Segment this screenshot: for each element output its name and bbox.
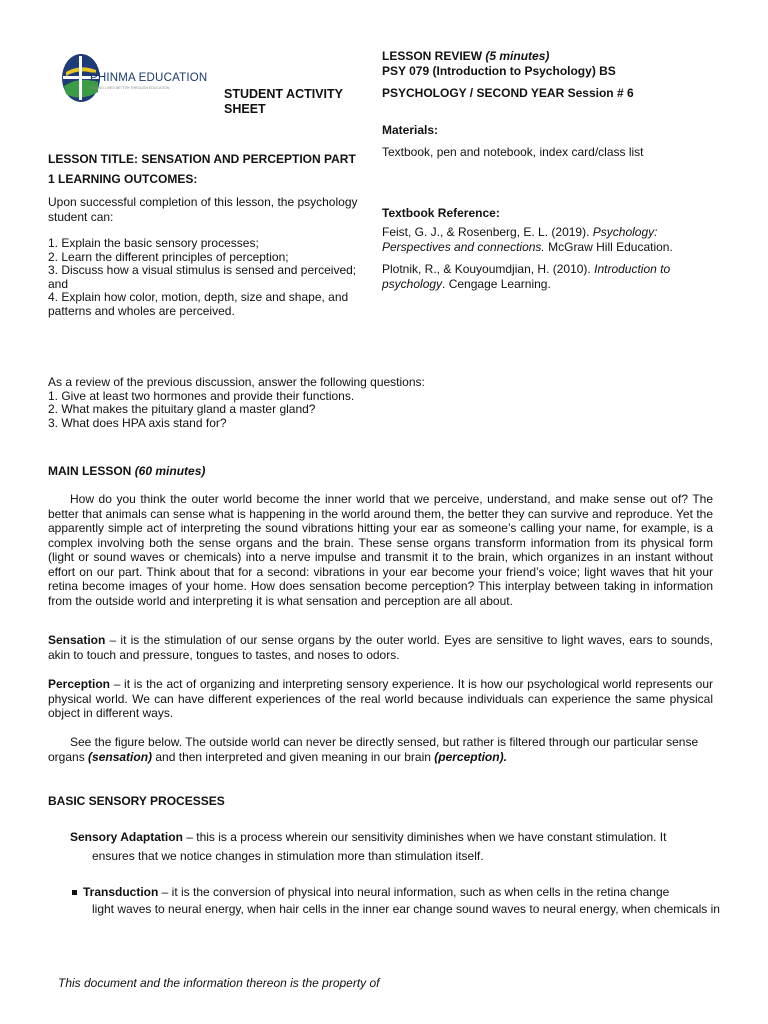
logo-wordmark: PHINMA EDUCATION (90, 72, 208, 84)
sensation-definition (48, 633, 713, 662)
lesson-review-heading (382, 48, 549, 64)
reference-2-publisher: . Cengage Learning. (442, 276, 551, 291)
reference-1 (382, 225, 712, 254)
main-paragraph: How do you think the outer world become the inner world that we perceive, understand, and make sense out of? The better that animals can sense what is happening in the world around them, the better they can survive and reproduce. Yet the apparently simple act of interpreting the sound vibrations hitting your ear as someone’s calling your name, for example, is a complex involving both the sense organs and the brain. These sense organs transform information from its physical form (light or sound waves or chemicals) into a nerve impulse and transmit it to the brain, which organizes in an instant without effort on our part. Think about that for a second: vibrations in your ear become your friend’s voice; light waves that hit your retina become images of your home. How does sensation become perception? This interplay between taking in information from the outside world and interpreting it is what sensation and perception are all about. (48, 492, 713, 608)
transduction-item (72, 885, 722, 900)
outcome-item: 4. Explain how color, motion, depth, size and shape, and patterns and wholes are perceived. (48, 290, 349, 318)
review-section (48, 376, 728, 430)
perception-definition (48, 677, 713, 721)
transduction-def: – it is the conversion of physical into neural information, such as when cells in the retina change (158, 885, 670, 899)
review-question: 2. What makes the pituitary gland a master gland? (48, 402, 316, 416)
reference-2 (382, 262, 712, 291)
figure-para-b: and then interpreted and given meaning in our brain (152, 749, 435, 764)
review-question: 3. What does HPA axis stand for? (48, 415, 227, 430)
phinma-logo (60, 52, 220, 110)
review-intro: As a review of the previous discussion, answer the following questions: (48, 375, 425, 389)
sensation-term: Sensation (48, 633, 106, 647)
main-lesson-time: (60 minutes) (134, 464, 206, 478)
reference-2-title-b: psychology (382, 276, 443, 291)
lesson-title-line1: LESSON TITLE: SENSATION AND PERCEPTION PART (48, 152, 356, 166)
footer-notice: This document and the information thereon is the property of (58, 976, 380, 990)
figure-para-sensation: (sensation) (88, 749, 153, 764)
sensory-adaptation-def-cont: ensures that we notice changes in stimulation more than stimulation itself. (92, 849, 484, 863)
materials-label: Materials: (382, 123, 439, 137)
perception-term: Perception (48, 677, 111, 691)
textbook-reference-label: Textbook Reference: (382, 206, 500, 220)
course-line: PSY 079 (Introduction to Psychology) BS (382, 64, 616, 78)
lesson-title-line2: 1 LEARNING OUTCOMES: (48, 172, 198, 186)
reference-1-authors: Feist, G. J., & Rosenberg, E. L. (2019). (382, 225, 590, 239)
reference-2-authors: Plotnik, R., & Kouyoumdjian, H. (2010). (382, 262, 591, 276)
outcome-item: 3. Discuss how a visual stimulus is sensed and perceived; and (48, 263, 357, 291)
outcomes-intro: Upon successful completion of this lesson, the psychology student can: (48, 195, 358, 224)
reference-1-title-b: Perspectives and connections. (382, 239, 545, 254)
lesson-review-label: LESSON REVIEW (382, 49, 483, 63)
sensory-adaptation-def: – this is a process wherein our sensitivity diminishes when we have constant stimulation. It (182, 830, 667, 844)
outcome-item: 1. Explain the basic sensory processes; (48, 236, 259, 250)
transduction-def-cont: light waves to neural energy, when hair cells in the inner ear change sound waves to neural energy, when chemicals in (92, 902, 720, 916)
main-lesson-label: MAIN LESSON (48, 464, 132, 478)
perception-def: – it is the act of organizing and interpreting sensory experience. It is how our psychological world represents our physical world. We can have different experiences of the real world because individuals can experience the same physical object in different ways. (48, 677, 713, 720)
square-bullet-icon (72, 890, 77, 895)
reference-1-publisher: McGraw Hill Education. (548, 239, 673, 254)
reference-1-title-a: Psychology: (592, 225, 658, 239)
review-question: 1. Give at least two hormones and provide their functions. (48, 388, 355, 403)
sheet-title: STUDENT ACTIVITY SHEET (224, 87, 343, 116)
reference-2-title-a: Introduction to (594, 262, 671, 276)
materials-text: Textbook, pen and notebook, index card/class list (382, 145, 644, 159)
sensory-adaptation-item (70, 830, 720, 845)
figure-para-perception: (perception). (434, 749, 507, 764)
transduction-term: Transduction (83, 885, 159, 899)
main-lesson-heading (48, 463, 205, 479)
lesson-review-time: (5 minutes) (485, 49, 550, 63)
session-line: PSYCHOLOGY / SECOND YEAR Session # 6 (382, 86, 634, 100)
sensation-def: – it is the stimulation of our sense organs by the outer world. Eyes are sensitive to light waves, ears to sounds, akin to touch and pressure, tongues to tastes, and noses to odors. (48, 633, 713, 662)
outcomes-list (48, 237, 372, 318)
basic-sensory-heading: BASIC SENSORY PROCESSES (48, 794, 225, 808)
logo-tagline: MAKING LIVES BETTER THROUGH EDUCATION (90, 86, 170, 90)
sensory-adaptation-term: Sensory Adaptation (70, 830, 183, 844)
figure-paragraph (48, 735, 713, 764)
outcome-item: 2. Learn the different principles of perception; (48, 249, 289, 264)
figure-para-a: See the figure below. The outside world can never be directly sensed, but rather is filtered through our particular sense organs (48, 735, 699, 764)
